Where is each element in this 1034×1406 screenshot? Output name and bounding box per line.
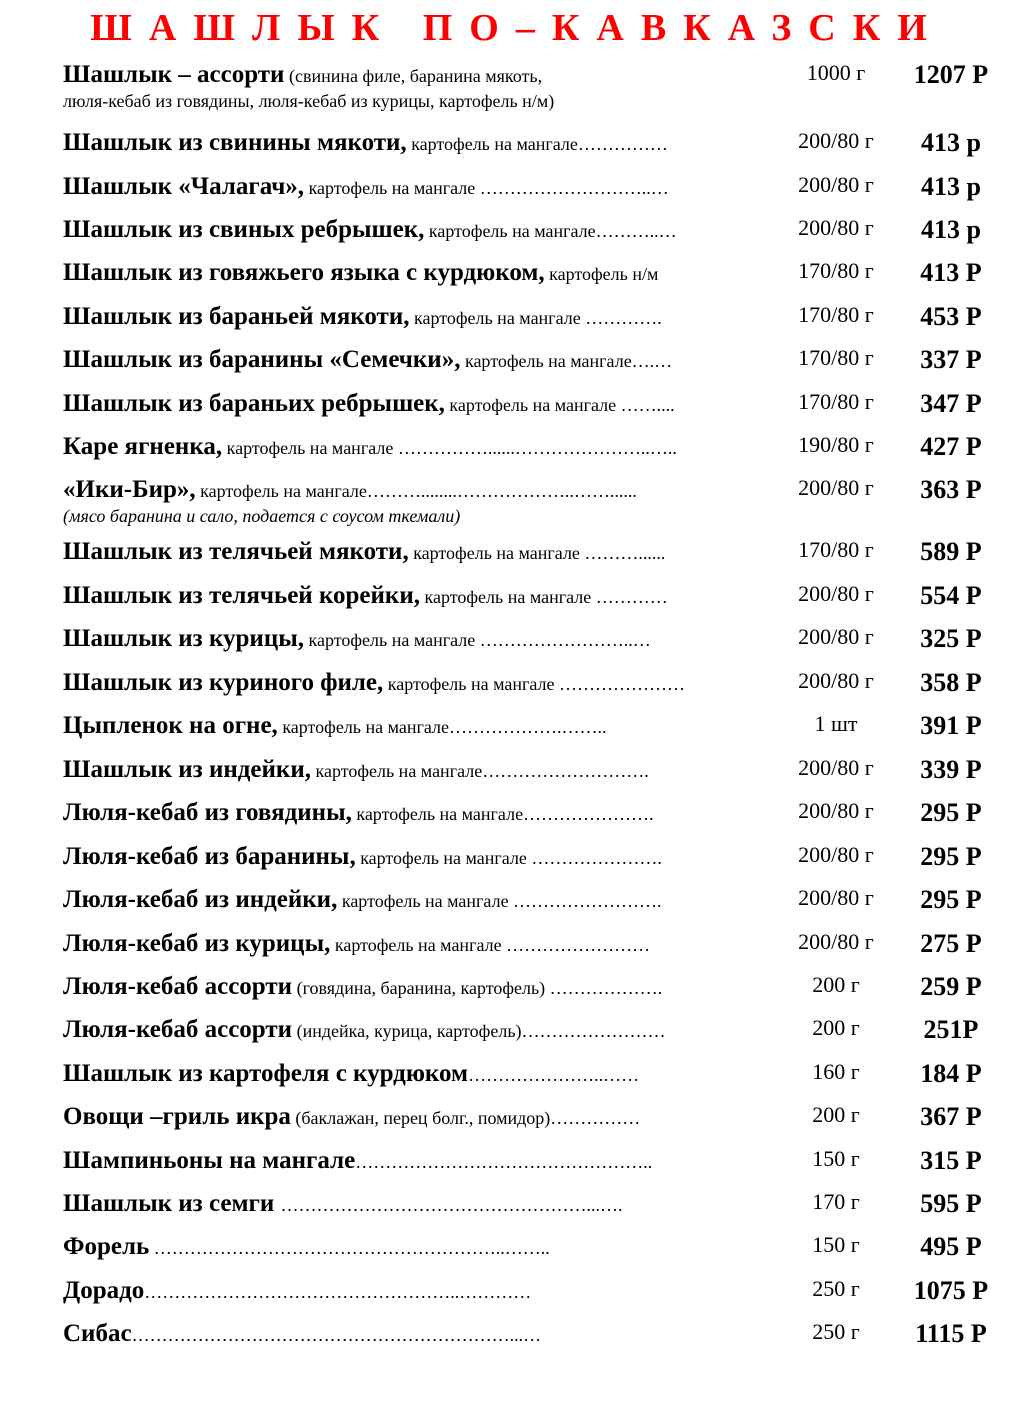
dish-price: 339 Р: [920, 755, 982, 784]
dish-weight: 200/80 г: [798, 885, 874, 910]
dish-price: 315 Р: [920, 1146, 982, 1175]
menu-item-line: [63, 1276, 773, 1309]
dish-weight: 170 г: [812, 1189, 860, 1214]
dish-name: Шашлык «Чалагач»,: [63, 173, 305, 200]
menu-item-line: [63, 929, 773, 962]
dish-weight: 200/80 г: [798, 215, 874, 240]
dish-description: картофель на мангале ………….: [409, 308, 662, 328]
menu-item-line: [63, 755, 773, 788]
dish-description: картофель на мангале ………………………..…: [304, 178, 669, 198]
dish-weight: 170/80 г: [798, 302, 874, 327]
dish-description: картофель на мангале….…: [460, 351, 673, 371]
dish-price: 325 Р: [920, 624, 982, 653]
dish-description: картофель на мангале………..…: [424, 221, 677, 241]
dish-weight: 160 г: [812, 1059, 860, 1084]
dish-description: картофель на мангале ……………………..…: [304, 630, 651, 650]
dish-price: 184 Р: [920, 1059, 982, 1088]
dish-price: 259 Р: [920, 972, 982, 1001]
page-title: ШАШЛЫК ПО–КАВКАЗСКИ: [90, 7, 944, 49]
dish-price: 251Р: [923, 1015, 979, 1044]
dish-name: Шашлык из куриного филе,: [63, 669, 384, 696]
dish-description: картофель на мангале ……………………: [330, 935, 651, 955]
dish-price: 589 Р: [920, 537, 982, 566]
menu-item-line: [63, 432, 773, 465]
menu-item-line: [63, 1319, 773, 1352]
dish-description: картофель на мангале …………………….: [337, 891, 662, 911]
dish-description: (индейка, курица, картофель)……………………: [292, 1021, 666, 1041]
dish-weight: 1 шт: [814, 711, 858, 736]
dish-weight: 190/80 г: [798, 432, 874, 457]
dish-description: …………………………………………..: [355, 1152, 653, 1172]
menu-item-line: [63, 885, 773, 918]
menu-item-line: [63, 624, 773, 657]
menu-item-line: [63, 172, 773, 205]
dish-price: 413 Р: [920, 258, 982, 287]
dish-name: Шашлык из телячьей мякоти,: [63, 538, 409, 565]
dish-name: Шашлык из свиных ребрышек,: [63, 216, 425, 243]
dish-weight: 1000 г: [806, 60, 866, 85]
dish-price: 337 Р: [920, 345, 982, 374]
menu-item-line: [63, 711, 773, 744]
dish-weight: 200/80 г: [798, 929, 874, 954]
dish-weight: 200/80 г: [798, 128, 874, 153]
dish-description: (говядина, баранина, картофель) ……………….: [292, 978, 663, 998]
dish-weight: 200/80 г: [798, 668, 874, 693]
dish-description: картофель на мангале………........………………..……......: [195, 481, 637, 501]
dish-weight: 200/80 г: [798, 755, 874, 780]
menu-item-line: [63, 1015, 773, 1048]
dish-weight: 170/80 г: [798, 258, 874, 283]
dish-name: Люля-кебаб ассорти: [63, 973, 293, 1000]
dish-description: картофель на мангале……………………….: [310, 761, 649, 781]
dish-price: 1075 Р: [913, 1276, 989, 1305]
dish-weight: 200 г: [812, 1015, 860, 1040]
dish-name: Овощи –гриль икра: [63, 1103, 291, 1130]
dish-weight: 170/80 г: [798, 537, 874, 562]
dish-price: 295 Р: [920, 842, 982, 871]
dish-price: 554 Р: [920, 581, 982, 610]
dish-price: 367 Р: [920, 1102, 982, 1131]
dish-price: 453 Р: [920, 302, 982, 331]
dish-price: 363 Р: [920, 475, 982, 504]
menu-item-line: [63, 798, 773, 831]
dish-description: картофель на мангале ………......: [408, 543, 666, 563]
dish-price: 427 Р: [920, 432, 982, 461]
menu-item-line: [63, 345, 773, 378]
dish-price: 595 Р: [920, 1189, 982, 1218]
dish-weight: 250 г: [812, 1276, 860, 1301]
dish-description: картофель на мангале………………….: [351, 804, 654, 824]
dish-description: (свинина филе, баранина мякоть,: [284, 66, 543, 86]
dish-name: Каре ягненка,: [63, 433, 223, 460]
dish-weight: 200/80 г: [798, 475, 874, 500]
menu-item-line: [63, 581, 773, 614]
menu-item-line: [63, 389, 773, 422]
menu-item-line: [63, 537, 773, 570]
dish-name: Шашлык из картофеля с курдюком: [63, 1060, 469, 1087]
dish-price: 358 Р: [920, 668, 982, 697]
dish-description: картофель н/м: [544, 264, 659, 284]
dish-note: люля-кебаб из говядины, люля-кебаб из курицы, картофель н/м): [63, 91, 555, 111]
dish-name: Шашлык из курицы,: [63, 625, 304, 652]
menu-item-line: [63, 842, 773, 875]
dish-name: «Ики-Бир»,: [63, 476, 196, 503]
dish-name: Шашлык из баранины «Семечки»,: [63, 346, 461, 373]
dish-weight: 200/80 г: [798, 581, 874, 606]
dish-weight: 170/80 г: [798, 389, 874, 414]
dish-description: картофель на мангале …………………: [383, 674, 685, 694]
menu-item-line: [63, 1146, 773, 1179]
dish-note: (мясо баранина и сало, подается с соусом ткемали): [63, 506, 461, 526]
dish-name: Шашлык из индейки,: [63, 756, 311, 783]
menu-item-line: [63, 1232, 773, 1265]
dish-price: 413 р: [921, 215, 981, 244]
menu-item-line: [63, 475, 773, 508]
dish-name: Дорадо: [63, 1277, 145, 1304]
dish-description: картофель на мангале ……....: [444, 395, 675, 415]
dish-name: Шашлык из семги: [63, 1190, 281, 1217]
dish-weight: 200/80 г: [798, 842, 874, 867]
dish-name: Люля-кебаб из курицы,: [63, 930, 331, 957]
menu-item-line: [63, 1189, 773, 1222]
dish-description: …………………………………………………..……..: [149, 1238, 550, 1258]
dish-name: Шашлык из телячьей корейки,: [63, 582, 420, 609]
dish-weight: 200/80 г: [798, 624, 874, 649]
menu-item-line: [63, 60, 773, 93]
dish-description: (баклажан, перец болг., помидор)……………: [290, 1108, 641, 1128]
dish-price: 413 р: [921, 172, 981, 201]
dish-description: картофель на мангале …………: [420, 587, 668, 607]
dish-name: Шампиньоны на мангале: [63, 1147, 356, 1174]
dish-name: Шашлык из бараньих ребрышек,: [63, 390, 445, 417]
menu-item-line: [63, 128, 773, 161]
dish-price: 1207 Р: [913, 60, 989, 89]
dish-description: картофель на мангале ………………….: [355, 848, 662, 868]
dish-name: Шашлык из говяжьего языка с курдюком,: [63, 259, 545, 286]
menu-item-line: [63, 1059, 773, 1092]
dish-description: ……………………………………………...….: [280, 1195, 623, 1215]
dish-weight: 150 г: [812, 1146, 860, 1171]
dish-name: Сибас: [63, 1320, 132, 1347]
dish-name: Форель: [63, 1233, 150, 1260]
dish-name: Люля-кебаб из индейки,: [63, 886, 338, 913]
dish-weight: 250 г: [812, 1319, 860, 1344]
dish-description: картофель на мангале ……………......…………………..…..: [222, 438, 677, 458]
dish-price: 295 Р: [920, 798, 982, 827]
dish-price: 495 Р: [920, 1232, 982, 1261]
dish-price: 391 Р: [920, 711, 982, 740]
dish-weight: 200 г: [812, 972, 860, 997]
menu-item-line: [63, 258, 773, 291]
dish-name: Шашлык из свинины мякоти,: [63, 129, 407, 156]
dish-price: 275 Р: [920, 929, 982, 958]
dish-price: 413 р: [921, 128, 981, 157]
menu-item-line: [63, 215, 773, 248]
dish-weight: 150 г: [812, 1232, 860, 1257]
dish-price: 1115 Р: [915, 1319, 987, 1348]
dish-name: Люля-кебаб ассорти: [63, 1016, 293, 1043]
dish-weight: 200/80 г: [798, 172, 874, 197]
dish-name: Люля-кебаб из баранины,: [63, 843, 356, 870]
dish-price: 347 Р: [920, 389, 982, 418]
dish-weight: 200/80 г: [798, 798, 874, 823]
dish-name: Шашлык из бараньей мякоти,: [63, 303, 410, 330]
menu-item-line: [63, 972, 773, 1005]
dish-name: Цыпленок на огне,: [63, 712, 278, 739]
dish-price: 295 Р: [920, 885, 982, 914]
dish-name: Люля-кебаб из говядины,: [63, 799, 352, 826]
dish-description: ……………………………………………..…………: [144, 1282, 532, 1302]
dish-weight: 200 г: [812, 1102, 860, 1127]
menu-item-line: [63, 302, 773, 335]
menu-item-line: [63, 1102, 773, 1135]
dish-name: Шашлык – ассорти: [63, 61, 285, 88]
dish-description: картофель на мангале……………: [406, 134, 668, 154]
dish-weight: 170/80 г: [798, 345, 874, 370]
dish-description: картофель на мангале……………….……..: [277, 717, 607, 737]
menu-item-line: [63, 668, 773, 701]
dish-description: ………………………………………………………...…: [131, 1325, 542, 1345]
dish-description: …………………..……: [468, 1065, 640, 1085]
